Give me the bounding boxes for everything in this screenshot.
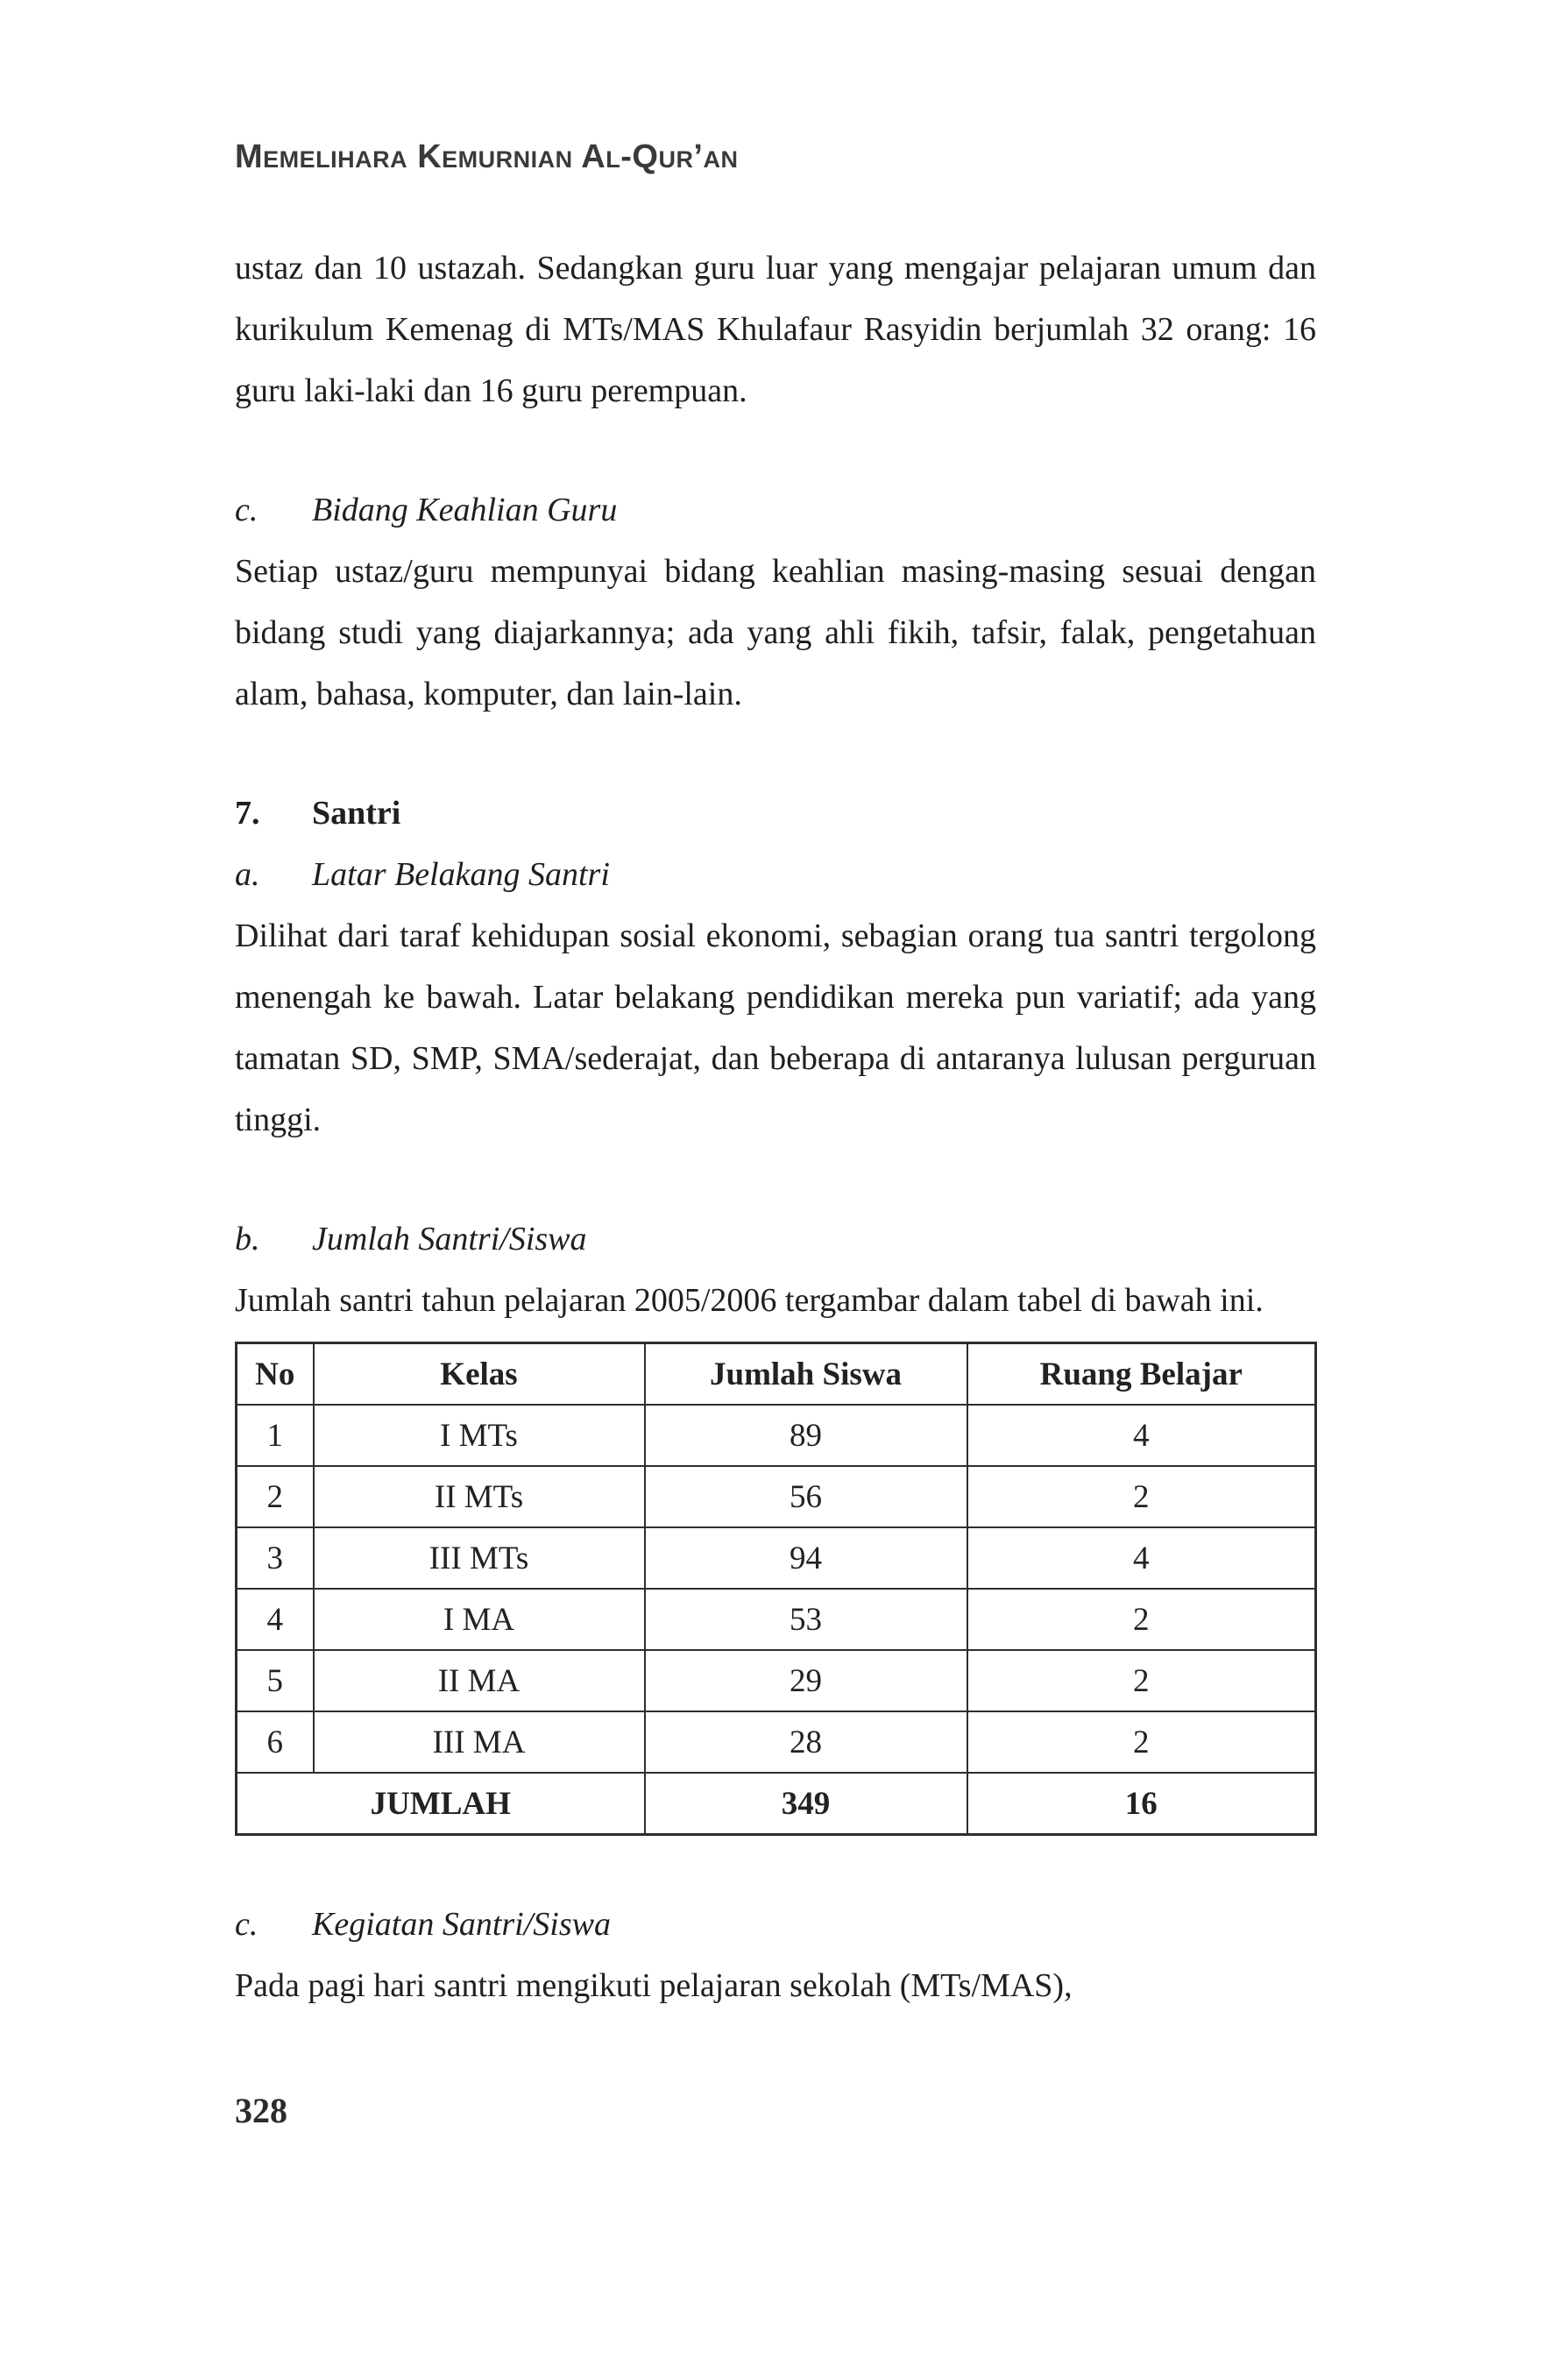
section-heading-latar-belakang (235, 844, 1316, 905)
table-row (237, 1405, 1316, 1466)
table-cell: 94 (645, 1527, 967, 1589)
table-cell: 29 (645, 1650, 967, 1711)
section-title: Jumlah Santri/Siswa (312, 1221, 587, 1257)
page-number: 328 (235, 2091, 287, 2130)
table-cell: 1 (237, 1405, 314, 1466)
table-cell: I MTs (314, 1405, 645, 1466)
section-title: Kegiatan Santri/Siswa (312, 1906, 611, 1943)
table-cell: 28 (645, 1711, 967, 1773)
paragraph-jumlah-santri: Jumlah santri tahun pelajaran 2005/2006 tergambar dalam tabel di bawah ini. (235, 1282, 1264, 1319)
table-cell: I MA (314, 1589, 645, 1650)
section-label: c. (235, 1906, 258, 1943)
section-label: 7. (235, 795, 260, 832)
paragraph-latar-belakang: Dilihat dari taraf kehidupan sosial ekonomi, sebagian orang tua santri tergolong menengah ke bawah. Latar belakang pendidikan mereka pun variatif; ada yang tamatan SD, SMP, SMA/sederajat, dan beberapa di antaranya lulusan perguruan tinggi. (235, 917, 1316, 1138)
table-cell: 4 (237, 1589, 314, 1650)
table-row (237, 1466, 1316, 1527)
table-cell: 4 (967, 1527, 1316, 1589)
paragraph-bidang-keahlian: Setiap ustaz/guru mempunyai bidang keahlian masing-masing sesuai dengan bidang studi yang diajarkannya; ada yang ahli fikih, tafsir, falak, pengetahuan alam, bahasa, komputer, dan lain-lain. (235, 553, 1316, 712)
table-header-cell-ruang-belajar: Ruang Belajar (967, 1343, 1316, 1406)
table-cell: III MA (314, 1711, 645, 1773)
book-page (235, 138, 1316, 2131)
table-cell: 6 (237, 1711, 314, 1773)
table-cell: 2 (967, 1711, 1316, 1773)
table-cell: 53 (645, 1589, 967, 1650)
section-title: Latar Belakang Santri (312, 856, 610, 893)
section-heading-bidang-keahlian (235, 479, 1316, 541)
section-label: a. (235, 856, 260, 893)
table-cell: II MA (314, 1650, 645, 1711)
table-total-jumlah-siswa: 349 (645, 1773, 967, 1835)
table-row (237, 1527, 1316, 1589)
table-cell: 56 (645, 1466, 967, 1527)
section-heading-kegiatan (235, 1894, 1316, 1955)
table-cell: 3 (237, 1527, 314, 1589)
santri-table (235, 1342, 1317, 1836)
table-cell: II MTs (314, 1466, 645, 1527)
table-header-cell-kelas: Kelas (314, 1343, 645, 1406)
table-cell: III MTs (314, 1527, 645, 1589)
running-header: Memelihara Kemurnian Al-Qur’an (235, 138, 739, 175)
section-heading-jumlah-santri (235, 1208, 1316, 1270)
table-cell: 5 (237, 1650, 314, 1711)
table-cell: 89 (645, 1405, 967, 1466)
table-row (237, 1650, 1316, 1711)
table-header-row (237, 1343, 1316, 1406)
section-heading-santri (235, 783, 1316, 844)
table-total-ruang-belajar: 16 (967, 1773, 1316, 1835)
table-cell: 2 (967, 1589, 1316, 1650)
section-title: Bidang Keahlian Guru (312, 492, 618, 528)
section-label: b. (235, 1221, 260, 1257)
table-header-cell-no: No (237, 1343, 314, 1406)
table-cell: 2 (237, 1466, 314, 1527)
paragraph-guru: ustaz dan 10 ustazah. Sedangkan guru luar yang mengajar pelajaran umum dan kurikulum Kemenag di MTs/MAS Khulafaur Rasyidin berjumlah 32 orang: 16 guru laki-laki dan 16 guru perempuan. (235, 250, 1316, 409)
section-title: Santri (312, 795, 401, 832)
table-cell: 4 (967, 1405, 1316, 1466)
table-cell: 2 (967, 1650, 1316, 1711)
table-header-cell-jumlah-siswa: Jumlah Siswa (645, 1343, 967, 1406)
table-row (237, 1589, 1316, 1650)
table-cell: 2 (967, 1466, 1316, 1527)
table-total-row (237, 1773, 1316, 1835)
table-total-label: JUMLAH (237, 1773, 645, 1835)
table-row (237, 1711, 1316, 1773)
paragraph-kegiatan: Pada pagi hari santri mengikuti pelajaran sekolah (MTs/MAS), (235, 1967, 1073, 2004)
section-label: c. (235, 492, 258, 528)
